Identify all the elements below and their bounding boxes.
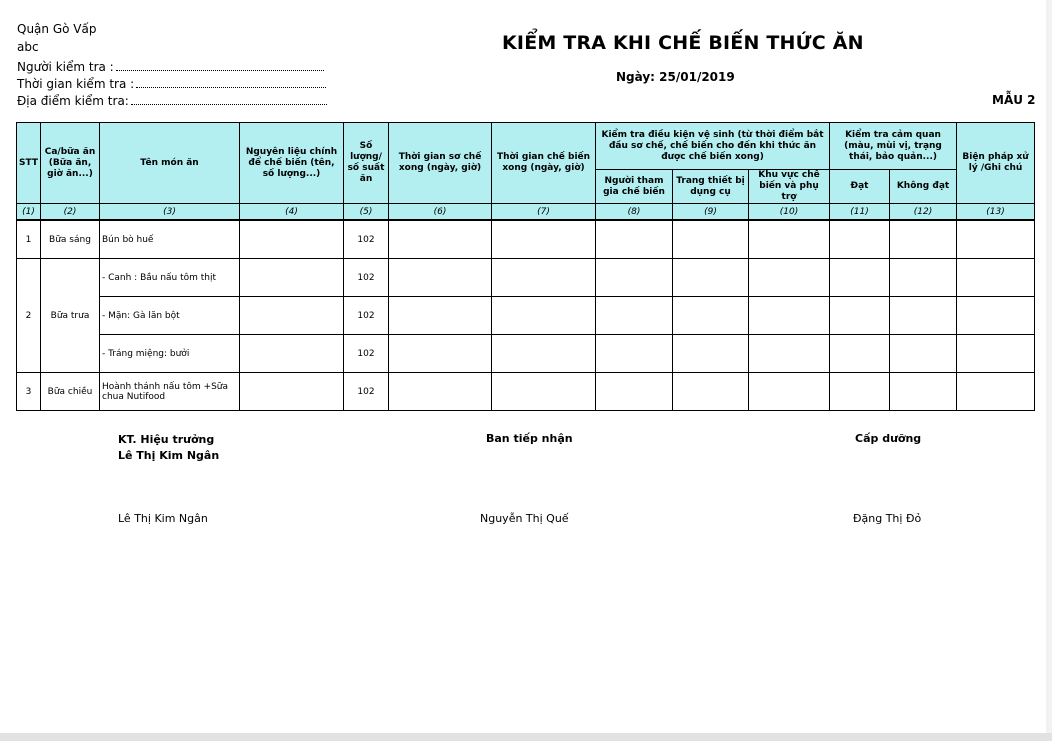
empty-cell <box>957 335 1035 373</box>
empty-cell <box>890 259 957 297</box>
table-row <box>17 297 1035 335</box>
place-fill-line <box>131 95 327 105</box>
receiver-title: Ban tiếp nhận <box>486 432 573 445</box>
table-row <box>17 335 1035 373</box>
header-area: Khu vực chế biến và phụ trợ <box>749 170 830 204</box>
principal-subtitle: Lê Thị Kim Ngân <box>118 449 220 462</box>
empty-cell <box>830 259 890 297</box>
cook-name: Đặng Thị Đỏ <box>853 512 922 525</box>
table-row <box>17 373 1035 411</box>
empty-cell <box>492 259 596 297</box>
column-number: (1) <box>17 204 41 221</box>
empty-cell <box>830 297 890 335</box>
empty-cell <box>673 335 749 373</box>
empty-cell <box>596 335 673 373</box>
ingredients-cell <box>240 373 344 411</box>
column-number: (2) <box>41 204 100 221</box>
empty-cell <box>830 373 890 411</box>
portions-cell: 102 <box>344 259 389 297</box>
header-sensory-group: Kiểm tra cảm quan (màu, mùi vị, trạng thái, bảo quản...) <box>830 123 957 170</box>
empty-cell <box>957 297 1035 335</box>
time-fill-line <box>136 78 326 88</box>
header-fail: Không đạt <box>890 170 957 204</box>
ingredients-cell <box>240 297 344 335</box>
empty-cell <box>673 259 749 297</box>
district-name: Quận Gò Vấp <box>17 22 97 36</box>
column-number: (7) <box>492 204 596 221</box>
empty-cell <box>749 335 830 373</box>
header-meal: Ca/bữa ăn (Bữa ăn, giờ ăn...) <box>41 123 100 204</box>
empty-cell <box>749 373 830 411</box>
inspector-line <box>17 60 324 74</box>
empty-cell <box>389 259 492 297</box>
header-cook-time: Thời gian chế biến xong (ngày, giờ) <box>492 123 596 204</box>
ingredients-cell <box>240 220 344 259</box>
empty-cell <box>389 220 492 259</box>
header-portions: Số lượng/ số suất ăn <box>344 123 389 204</box>
inspector-label: Người kiểm tra : <box>17 60 114 74</box>
empty-cell <box>957 220 1035 259</box>
stt-cell: 2 <box>17 259 41 373</box>
empty-cell <box>749 220 830 259</box>
column-number: (8) <box>596 204 673 221</box>
portions-cell: 102 <box>344 335 389 373</box>
header-equipment: Trang thiết bị dụng cụ <box>673 170 749 204</box>
empty-cell <box>830 335 890 373</box>
column-number-row <box>17 204 1035 221</box>
principal-name: Lê Thị Kim Ngân <box>118 512 208 525</box>
header-prep-time: Thời gian sơ chế xong (ngày, giờ) <box>389 123 492 204</box>
ingredients-cell <box>240 335 344 373</box>
meal-cell: Bữa chiều <box>41 373 100 411</box>
column-number: (9) <box>673 204 749 221</box>
empty-cell <box>492 335 596 373</box>
header-action: Biện pháp xử lý /Ghi chú <box>957 123 1035 204</box>
portions-cell: 102 <box>344 297 389 335</box>
receiver-name: Nguyễn Thị Quế <box>480 512 569 525</box>
empty-cell <box>957 259 1035 297</box>
empty-cell <box>890 335 957 373</box>
time-label: Thời gian kiểm tra : <box>17 77 135 91</box>
principal-title: KT. Hiệu trưởng <box>118 433 215 446</box>
school-name: abc <box>17 40 39 54</box>
empty-cell <box>596 220 673 259</box>
portions-cell: 102 <box>344 220 389 259</box>
empty-cell <box>389 297 492 335</box>
dish-cell: Bún bò huế <box>100 220 240 259</box>
dish-cell: - Canh : Bầu nấu tôm thịt <box>100 259 240 297</box>
stt-cell: 1 <box>17 220 41 259</box>
empty-cell <box>492 373 596 411</box>
empty-cell <box>492 220 596 259</box>
header-dish: Tên món ăn <box>100 123 240 204</box>
place-line <box>17 94 327 108</box>
inspector-fill-line <box>116 61 324 71</box>
column-number: (10) <box>749 204 830 221</box>
empty-cell <box>890 373 957 411</box>
dish-cell: Hoành thánh nấu tôm +Sữa chua Nutifood <box>100 373 240 411</box>
document-date: Ngày: 25/01/2019 <box>616 70 735 84</box>
column-number: (5) <box>344 204 389 221</box>
portions-cell: 102 <box>344 373 389 411</box>
vertical-scrollbar[interactable] <box>1046 0 1052 733</box>
empty-cell <box>492 297 596 335</box>
column-number: (4) <box>240 204 344 221</box>
stt-cell: 3 <box>17 373 41 411</box>
header-pass: Đạt <box>830 170 890 204</box>
empty-cell <box>830 220 890 259</box>
dish-cell: - Tráng miệng: bưởi <box>100 335 240 373</box>
document-title: KIỂM TRA KHI CHẾ BIẾN THỨC ĂN <box>502 32 864 54</box>
empty-cell <box>673 373 749 411</box>
empty-cell <box>890 220 957 259</box>
empty-cell <box>596 373 673 411</box>
empty-cell <box>673 297 749 335</box>
horizontal-scrollbar[interactable] <box>0 733 1052 741</box>
dish-cell: - Mặn: Gà lăn bột <box>100 297 240 335</box>
table-row <box>17 220 1035 259</box>
empty-cell <box>890 297 957 335</box>
header-stt: STT <box>17 123 41 204</box>
header-hygiene-group: Kiểm tra điều kiện vệ sinh (từ thời điểm bắt đầu sơ chế, chế biến cho đến khi thức ăn được chế biến xong) <box>596 123 830 170</box>
empty-cell <box>673 220 749 259</box>
empty-cell <box>389 335 492 373</box>
column-number: (12) <box>890 204 957 221</box>
time-line <box>17 77 326 91</box>
empty-cell <box>596 259 673 297</box>
empty-cell <box>389 373 492 411</box>
header-participants: Người tham gia chế biến <box>596 170 673 204</box>
meal-cell: Bữa sáng <box>41 220 100 259</box>
form-code: MẪU 2 <box>992 93 1036 107</box>
empty-cell <box>596 297 673 335</box>
inspection-table <box>16 122 1035 411</box>
place-label: Địa điểm kiểm tra: <box>17 94 129 108</box>
empty-cell <box>957 373 1035 411</box>
meal-cell: Bữa trưa <box>41 259 100 373</box>
column-number: (3) <box>100 204 240 221</box>
ingredients-cell <box>240 259 344 297</box>
cook-title: Cấp dưỡng <box>855 432 922 445</box>
column-number: (11) <box>830 204 890 221</box>
empty-cell <box>749 297 830 335</box>
column-number: (6) <box>389 204 492 221</box>
table-row <box>17 259 1035 297</box>
header-ingredients: Nguyên liệu chính để chế biến (tên, số lượng...) <box>240 123 344 204</box>
column-number: (13) <box>957 204 1035 221</box>
empty-cell <box>749 259 830 297</box>
